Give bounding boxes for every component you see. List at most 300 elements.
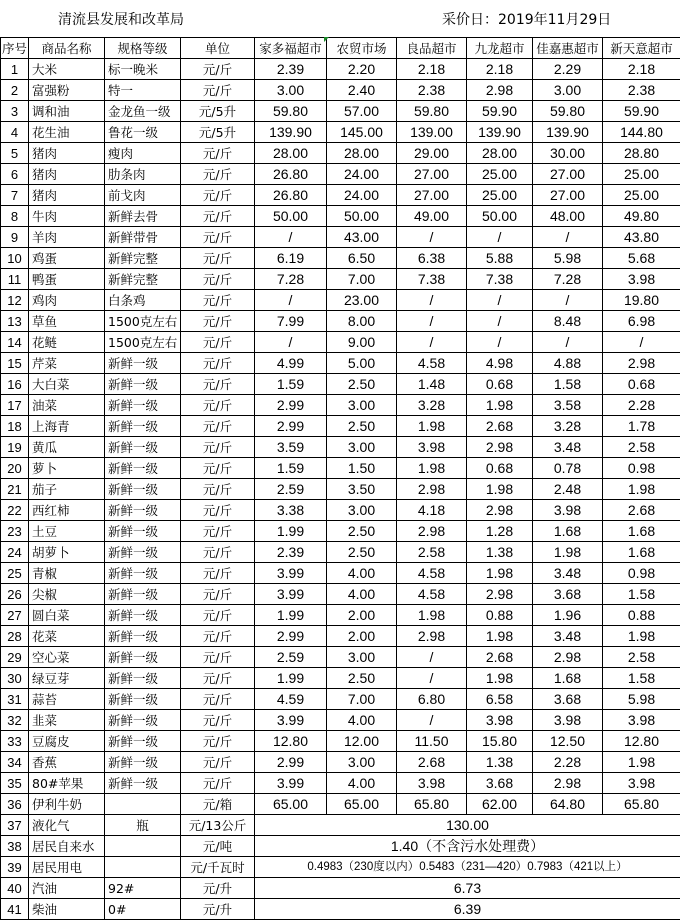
- price-cell: 2.98: [467, 80, 533, 101]
- item-spec: 1500克左右: [105, 332, 181, 353]
- price-cell: 64.80: [533, 794, 603, 815]
- price-cell: 0.88: [603, 605, 680, 626]
- column-header: 农贸市场: [327, 38, 397, 59]
- price-cell: 59.80: [397, 101, 467, 122]
- price-cell: 59.80: [533, 101, 603, 122]
- item-spec: 新鲜一级: [105, 353, 181, 374]
- row-number: 3: [1, 101, 29, 122]
- table-row: [1, 269, 680, 290]
- item-unit: 元/斤: [181, 395, 255, 416]
- row-number: 20: [1, 458, 29, 479]
- price-cell: 12.80: [603, 731, 680, 752]
- column-header: 序号: [1, 38, 29, 59]
- price-cell: 50.00: [467, 206, 533, 227]
- table-row: [1, 899, 680, 920]
- item-spec: 新鲜一级: [105, 626, 181, 647]
- table-row: [1, 878, 680, 899]
- item-name: 羊肉: [29, 227, 105, 248]
- report-header: [0, 0, 680, 37]
- item-name: 富强粉: [29, 80, 105, 101]
- item-name: 胡萝卜: [29, 542, 105, 563]
- row-number: 34: [1, 752, 29, 773]
- price-cell: 12.80: [255, 731, 327, 752]
- item-unit: 元/斤: [181, 584, 255, 605]
- price-cell: 27.00: [397, 185, 467, 206]
- price-cell: 4.00: [327, 773, 397, 794]
- table-row: [1, 80, 680, 101]
- row-number: 28: [1, 626, 29, 647]
- price-cell: 2.28: [533, 752, 603, 773]
- price-cell: 7.28: [533, 269, 603, 290]
- item-unit: 元/斤: [181, 647, 255, 668]
- table-row: [1, 773, 680, 794]
- item-spec: 新鲜一级: [105, 458, 181, 479]
- item-unit: 元/斤: [181, 710, 255, 731]
- price-cell: 3.98: [603, 710, 680, 731]
- item-unit: 元/斤: [181, 605, 255, 626]
- price-cell: 1.96: [533, 605, 603, 626]
- price-cell: 11.50: [397, 731, 467, 752]
- price-cell: 4.00: [327, 710, 397, 731]
- column-header: 新天意超市: [603, 38, 680, 59]
- table-row: [1, 185, 680, 206]
- price-cell: 4.00: [327, 563, 397, 584]
- price-cell: 1.98: [603, 752, 680, 773]
- item-unit: 元/箱: [181, 794, 255, 815]
- item-name: 牛肉: [29, 206, 105, 227]
- price-cell: 65.00: [327, 794, 397, 815]
- price-cell: 2.18: [397, 59, 467, 80]
- table-row: [1, 311, 680, 332]
- table-row: [1, 395, 680, 416]
- item-name: 居民自来水: [29, 836, 105, 857]
- price-cell: 3.98: [467, 710, 533, 731]
- price-cell: 4.58: [397, 563, 467, 584]
- price-cell: 1.48: [397, 374, 467, 395]
- item-unit: 元/斤: [181, 500, 255, 521]
- row-number: 22: [1, 500, 29, 521]
- item-unit: 元/斤: [181, 542, 255, 563]
- item-spec: 新鲜一级: [105, 437, 181, 458]
- table-row: [1, 479, 680, 500]
- price-cell: 2.38: [603, 80, 680, 101]
- price-cell: 3.00: [327, 647, 397, 668]
- row-number: 1: [1, 59, 29, 80]
- price-cell: 7.00: [327, 269, 397, 290]
- table-row: [1, 794, 680, 815]
- price-cell: 2.99: [255, 395, 327, 416]
- item-spec: 0#: [105, 899, 181, 920]
- item-name: 猪肉: [29, 185, 105, 206]
- item-unit: 元/斤: [181, 332, 255, 353]
- price-cell: 1.58: [603, 584, 680, 605]
- price-cell: 2.00: [327, 605, 397, 626]
- item-name: 黄瓜: [29, 437, 105, 458]
- price-cell: 59.90: [467, 101, 533, 122]
- price-table: [0, 37, 680, 920]
- table-row: [1, 332, 680, 353]
- item-unit: 元/斤: [181, 563, 255, 584]
- price-cell: 1.98: [397, 416, 467, 437]
- row-number: 37: [1, 815, 29, 836]
- price-cell: 3.98: [603, 269, 680, 290]
- item-name: 花菜: [29, 626, 105, 647]
- price-cell: 27.00: [397, 164, 467, 185]
- table-row: [1, 290, 680, 311]
- price-cell: /: [255, 290, 327, 311]
- price-cell: 43.80: [603, 227, 680, 248]
- price-cell: 1.58: [533, 374, 603, 395]
- item-unit: 元/斤: [181, 185, 255, 206]
- item-unit: 元/斤: [181, 458, 255, 479]
- price-cell: 145.00: [327, 122, 397, 143]
- price-cell: 7.38: [397, 269, 467, 290]
- price-cell: 3.50: [327, 479, 397, 500]
- price-cell: 2.39: [255, 542, 327, 563]
- item-unit: 元/斤: [181, 731, 255, 752]
- price-cell: 1.38: [467, 752, 533, 773]
- price-cell: 26.80: [255, 164, 327, 185]
- price-cell: 144.80: [603, 122, 680, 143]
- price-cell: 1.99: [255, 605, 327, 626]
- price-cell: 1.98: [397, 458, 467, 479]
- column-header: 规格等级: [105, 38, 181, 59]
- row-number: 24: [1, 542, 29, 563]
- table-header-row: [1, 38, 680, 59]
- row-number: 32: [1, 710, 29, 731]
- price-cell: 1.98: [467, 626, 533, 647]
- row-number: 31: [1, 689, 29, 710]
- row-number: 11: [1, 269, 29, 290]
- price-cell: 3.00: [533, 80, 603, 101]
- item-spec: 新鲜一级: [105, 542, 181, 563]
- price-cell: 24.00: [327, 164, 397, 185]
- price-cell: 7.28: [255, 269, 327, 290]
- price-cell: 2.00: [327, 626, 397, 647]
- item-name: 花生油: [29, 122, 105, 143]
- item-spec: 新鲜一级: [105, 605, 181, 626]
- price-cell: 2.39: [255, 59, 327, 80]
- item-name: 柴油: [29, 899, 105, 920]
- price-cell: 62.00: [467, 794, 533, 815]
- price-cell: 0.98: [603, 563, 680, 584]
- table-row: [1, 374, 680, 395]
- price-cell: 1.98: [603, 626, 680, 647]
- price-cell: 1.98: [467, 563, 533, 584]
- item-unit: 元/13公斤: [181, 815, 255, 836]
- item-spec: [105, 836, 181, 857]
- row-number: 38: [1, 836, 29, 857]
- item-spec: 新鲜一级: [105, 752, 181, 773]
- price-cell: 139.90: [533, 122, 603, 143]
- row-number: 33: [1, 731, 29, 752]
- comment-marker: [324, 37, 329, 42]
- price-cell: 2.50: [327, 521, 397, 542]
- price-cell: 1.99: [255, 521, 327, 542]
- price-cell: 65.80: [397, 794, 467, 815]
- price-cell: 3.00: [327, 752, 397, 773]
- table-row: [1, 101, 680, 122]
- item-spec: 新鲜完整: [105, 248, 181, 269]
- price-cell: 2.98: [603, 353, 680, 374]
- price-cell: 6.98: [603, 311, 680, 332]
- item-unit: 元/千瓦时: [181, 857, 255, 878]
- price-cell: /: [533, 332, 603, 353]
- price-cell: 8.48: [533, 311, 603, 332]
- price-cell: 0.68: [467, 458, 533, 479]
- price-cell: 3.68: [533, 584, 603, 605]
- item-unit: 元/斤: [181, 521, 255, 542]
- item-unit: 元/斤: [181, 773, 255, 794]
- item-spec: [105, 794, 181, 815]
- table-row: [1, 857, 680, 878]
- price-cell: 3.98: [397, 437, 467, 458]
- item-unit: 元/斤: [181, 416, 255, 437]
- item-spec: 新鲜一级: [105, 479, 181, 500]
- item-name: 蒜苔: [29, 689, 105, 710]
- row-number: 14: [1, 332, 29, 353]
- table-row: [1, 731, 680, 752]
- row-number: 41: [1, 899, 29, 920]
- price-cell: 15.80: [467, 731, 533, 752]
- price-cell: 2.50: [327, 416, 397, 437]
- item-spec: 白条鸡: [105, 290, 181, 311]
- item-name: 草鱼: [29, 311, 105, 332]
- price-cell: 1.98: [397, 605, 467, 626]
- item-spec: 新鲜一级: [105, 563, 181, 584]
- item-spec: 新鲜一级: [105, 374, 181, 395]
- price-cell: 48.00: [533, 206, 603, 227]
- price-cell: 2.48: [533, 479, 603, 500]
- row-number: 40: [1, 878, 29, 899]
- item-unit: 元/升: [181, 878, 255, 899]
- column-header: 佳嘉惠超市: [533, 38, 603, 59]
- price-cell: 4.18: [397, 500, 467, 521]
- item-name: 猪肉: [29, 143, 105, 164]
- price-cell: /: [397, 227, 467, 248]
- item-spec: 前戈肉: [105, 185, 181, 206]
- price-cell: 2.50: [327, 374, 397, 395]
- item-name: 鸡蛋: [29, 248, 105, 269]
- item-name: 土豆: [29, 521, 105, 542]
- item-unit: 元/斤: [181, 668, 255, 689]
- price-cell: /: [397, 647, 467, 668]
- price-cell: 1.98: [533, 542, 603, 563]
- price-cell: 3.98: [603, 773, 680, 794]
- price-cell: 1.68: [533, 668, 603, 689]
- row-number: 23: [1, 521, 29, 542]
- price-cell: 4.98: [467, 353, 533, 374]
- row-number: 2: [1, 80, 29, 101]
- price-cell: 0.98: [603, 458, 680, 479]
- price-cell: /: [397, 290, 467, 311]
- item-unit: 元/斤: [181, 479, 255, 500]
- price-cell: 3.48: [533, 626, 603, 647]
- table-row: [1, 353, 680, 374]
- item-spec: 新鲜去骨: [105, 206, 181, 227]
- item-spec: 新鲜一级: [105, 731, 181, 752]
- item-name: 青椒: [29, 563, 105, 584]
- price-cell: 7.99: [255, 311, 327, 332]
- price-cell: 2.98: [467, 437, 533, 458]
- table-row: [1, 143, 680, 164]
- item-unit: 元/斤: [181, 164, 255, 185]
- item-name: 韭菜: [29, 710, 105, 731]
- item-name: 绿豆芽: [29, 668, 105, 689]
- price-cell: 5.88: [467, 248, 533, 269]
- price-cell: 2.58: [603, 647, 680, 668]
- price-cell: 19.80: [603, 290, 680, 311]
- price-cell: /: [397, 311, 467, 332]
- price-cell: 7.38: [467, 269, 533, 290]
- price-cell: 6.80: [397, 689, 467, 710]
- item-spec: 新鲜一级: [105, 668, 181, 689]
- price-cell: 2.38: [397, 80, 467, 101]
- price-cell: 43.00: [327, 227, 397, 248]
- price-cell: 5.98: [533, 248, 603, 269]
- item-unit: 元/斤: [181, 248, 255, 269]
- item-unit: 元/斤: [181, 311, 255, 332]
- price-cell: 50.00: [327, 206, 397, 227]
- price-cell: 1.98: [467, 668, 533, 689]
- row-number: 9: [1, 227, 29, 248]
- item-name: 大米: [29, 59, 105, 80]
- price-cell: 50.00: [255, 206, 327, 227]
- item-unit: 元/斤: [181, 143, 255, 164]
- row-number: 26: [1, 584, 29, 605]
- item-spec: 新鲜一级: [105, 521, 181, 542]
- price-cell: 2.40: [327, 80, 397, 101]
- price-cell: 2.68: [467, 647, 533, 668]
- item-unit: 元/斤: [181, 269, 255, 290]
- price-cell: 2.98: [467, 500, 533, 521]
- price-cell: 1.98: [467, 479, 533, 500]
- price-cell: 0.78: [533, 458, 603, 479]
- row-number: 6: [1, 164, 29, 185]
- unified-price: 6.73: [255, 878, 680, 899]
- item-name: 上海青: [29, 416, 105, 437]
- price-cell: 1.78: [603, 416, 680, 437]
- price-cell: 0.68: [467, 374, 533, 395]
- price-cell: 139.90: [467, 122, 533, 143]
- price-cell: 2.99: [255, 752, 327, 773]
- item-name: 芹菜: [29, 353, 105, 374]
- item-name: 调和油: [29, 101, 105, 122]
- price-cell: 0.88: [467, 605, 533, 626]
- row-number: 13: [1, 311, 29, 332]
- price-cell: 3.98: [533, 500, 603, 521]
- price-cell: 3.99: [255, 773, 327, 794]
- table-row: [1, 458, 680, 479]
- price-cell: 3.00: [327, 395, 397, 416]
- item-name: 伊利牛奶: [29, 794, 105, 815]
- table-row: [1, 206, 680, 227]
- item-unit: 元/5升: [181, 122, 255, 143]
- price-cell: 8.00: [327, 311, 397, 332]
- table-row: [1, 668, 680, 689]
- price-cell: 3.00: [255, 80, 327, 101]
- price-cell: 30.00: [533, 143, 603, 164]
- price-cell: /: [397, 710, 467, 731]
- price-cell: 23.00: [327, 290, 397, 311]
- row-number: 15: [1, 353, 29, 374]
- issuing-agency: 清流县发展和改革局: [58, 12, 184, 28]
- item-spec: 瘦肉: [105, 143, 181, 164]
- price-cell: 3.99: [255, 563, 327, 584]
- price-cell: 1.58: [603, 668, 680, 689]
- price-cell: 1.98: [603, 479, 680, 500]
- table-row: [1, 122, 680, 143]
- item-spec: 新鲜一级: [105, 584, 181, 605]
- row-number: 17: [1, 395, 29, 416]
- item-spec: 肋条肉: [105, 164, 181, 185]
- row-number: 29: [1, 647, 29, 668]
- price-cell: 2.99: [255, 626, 327, 647]
- item-name: 圆白菜: [29, 605, 105, 626]
- table-row: [1, 563, 680, 584]
- item-name: 汽油: [29, 878, 105, 899]
- price-cell: 2.68: [603, 500, 680, 521]
- price-cell: 1.99: [255, 668, 327, 689]
- item-spec: 1500克左右: [105, 311, 181, 332]
- item-name: 豆腐皮: [29, 731, 105, 752]
- item-name: 西红柿: [29, 500, 105, 521]
- row-number: 4: [1, 122, 29, 143]
- table-row: [1, 626, 680, 647]
- price-cell: 4.99: [255, 353, 327, 374]
- price-cell: /: [533, 227, 603, 248]
- item-name: 鸭蛋: [29, 269, 105, 290]
- price-cell: /: [467, 311, 533, 332]
- item-unit: 元/斤: [181, 80, 255, 101]
- price-cell: 1.68: [603, 521, 680, 542]
- item-name: 鸡肉: [29, 290, 105, 311]
- price-cell: 2.50: [327, 542, 397, 563]
- price-cell: 28.00: [467, 143, 533, 164]
- price-cell: 2.68: [467, 416, 533, 437]
- table-row: [1, 710, 680, 731]
- price-cell: 0.68: [603, 374, 680, 395]
- item-unit: 元/斤: [181, 206, 255, 227]
- table-row: [1, 248, 680, 269]
- row-number: 36: [1, 794, 29, 815]
- price-cell: 3.58: [533, 395, 603, 416]
- item-unit: 元/斤: [181, 752, 255, 773]
- row-number: 19: [1, 437, 29, 458]
- price-cell: 139.90: [255, 122, 327, 143]
- item-name: 80#苹果: [29, 773, 105, 794]
- item-spec: 新鲜一级: [105, 647, 181, 668]
- table-row: [1, 605, 680, 626]
- price-cell: 2.20: [327, 59, 397, 80]
- item-name: 居民用电: [29, 857, 105, 878]
- price-cell: 3.00: [327, 437, 397, 458]
- price-cell: 2.59: [255, 479, 327, 500]
- item-spec: 新鲜一级: [105, 500, 181, 521]
- price-cell: 27.00: [533, 164, 603, 185]
- price-cell: 1.98: [467, 395, 533, 416]
- column-header: 商品名称: [29, 38, 105, 59]
- price-cell: 4.58: [397, 584, 467, 605]
- price-cell: 2.98: [467, 584, 533, 605]
- price-cell: 3.99: [255, 710, 327, 731]
- item-spec: 新鲜一级: [105, 395, 181, 416]
- item-name: 香蕉: [29, 752, 105, 773]
- row-number: 35: [1, 773, 29, 794]
- price-cell: 59.90: [603, 101, 680, 122]
- price-cell: 2.58: [397, 542, 467, 563]
- price-cell: 4.58: [397, 353, 467, 374]
